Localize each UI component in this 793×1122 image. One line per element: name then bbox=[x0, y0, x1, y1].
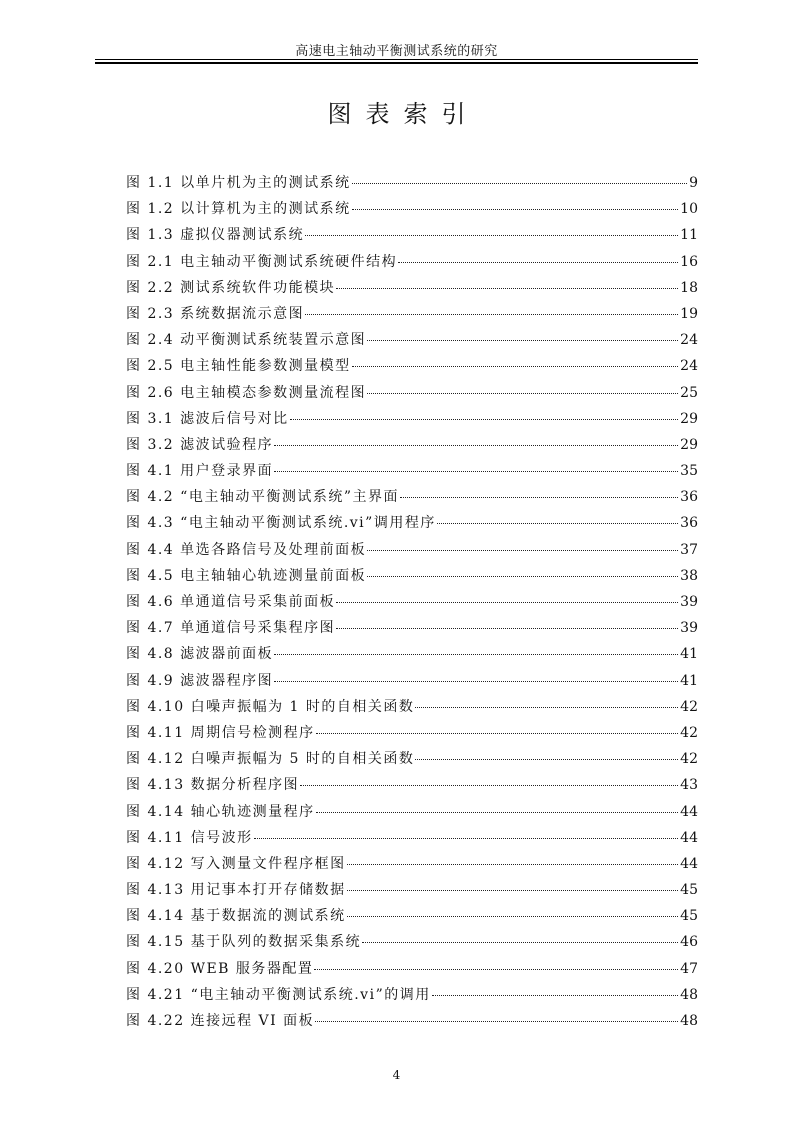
entry-page: 45 bbox=[680, 908, 698, 925]
dot-leader bbox=[362, 942, 678, 943]
entry-label: 图 4.4 单选各路信号及处理前面板 bbox=[126, 541, 367, 558]
entry-page: 44 bbox=[680, 803, 698, 820]
dot-leader bbox=[300, 785, 678, 786]
entry-page: 18 bbox=[680, 279, 698, 296]
dot-leader bbox=[305, 314, 678, 315]
entry-label: 图 4.5 电主轴轴心轨迹测量前面板 bbox=[126, 567, 367, 584]
dot-leader bbox=[367, 550, 678, 551]
toc-entry[interactable] bbox=[126, 170, 698, 196]
dot-leader bbox=[314, 969, 678, 970]
entry-label: 图 4.14 基于数据流的测试系统 bbox=[126, 908, 346, 925]
entry-page: 47 bbox=[680, 960, 698, 977]
entry-label: 图 4.7 单通道信号采集程序图 bbox=[126, 620, 336, 637]
toc-entry[interactable] bbox=[126, 301, 698, 327]
entry-label: 图 4.13 数据分析程序图 bbox=[126, 777, 300, 794]
entry-label: 图 2.6 电主轴模态参数测量流程图 bbox=[126, 384, 367, 401]
dot-leader bbox=[352, 209, 679, 210]
dot-leader bbox=[290, 419, 679, 420]
dot-leader bbox=[336, 288, 678, 289]
dot-leader bbox=[367, 340, 678, 341]
entry-page: 9 bbox=[689, 175, 698, 191]
entry-label: 图 4.11 周期信号检测程序 bbox=[126, 724, 315, 741]
header-rule-thin bbox=[95, 59, 698, 60]
dot-leader bbox=[336, 628, 678, 629]
entry-label: 图 2.2 测试系统软件功能模块 bbox=[126, 279, 336, 296]
entry-page: 24 bbox=[680, 358, 698, 375]
toc-entry[interactable] bbox=[126, 851, 698, 877]
toc-entry[interactable] bbox=[126, 615, 698, 641]
toc-entry[interactable] bbox=[126, 196, 698, 222]
dot-leader bbox=[316, 812, 679, 813]
entry-label: 图 1.3 虚拟仪器测试系统 bbox=[126, 227, 305, 244]
dot-leader bbox=[415, 707, 678, 708]
entry-page: 36 bbox=[680, 515, 698, 532]
entry-page: 10 bbox=[680, 201, 698, 218]
dot-leader bbox=[274, 471, 678, 472]
entry-page: 48 bbox=[680, 986, 698, 1003]
dot-leader bbox=[367, 576, 678, 577]
dot-leader bbox=[347, 916, 679, 917]
dot-leader bbox=[347, 864, 679, 865]
toc-entry[interactable] bbox=[126, 537, 698, 563]
entry-page: 42 bbox=[680, 698, 698, 715]
entry-label: 图 2.1 电主轴动平衡测试系统硬件结构 bbox=[126, 253, 398, 270]
toc-entry[interactable] bbox=[126, 484, 698, 510]
toc-entry[interactable] bbox=[126, 694, 698, 720]
dot-leader bbox=[305, 235, 678, 236]
running-header: 高速电主轴动平衡测试系统的研究 bbox=[295, 44, 498, 59]
entry-label: 图 2.5 电主轴性能参数测量模型 bbox=[126, 358, 351, 375]
entry-label: 图 1.1 以单片机为主的测试系统 bbox=[126, 175, 351, 191]
entry-page: 39 bbox=[680, 620, 698, 637]
entry-label: 图 4.9 滤波器程序图 bbox=[126, 672, 274, 689]
dot-leader bbox=[347, 890, 679, 891]
toc-entry[interactable] bbox=[126, 903, 698, 929]
dot-leader bbox=[400, 497, 678, 498]
entry-page: 45 bbox=[680, 882, 698, 899]
entry-label: 图 3.2 滤波试验程序 bbox=[126, 436, 274, 453]
entry-page: 44 bbox=[680, 855, 698, 872]
toc-entry[interactable] bbox=[126, 380, 698, 406]
toc-entry[interactable] bbox=[126, 641, 698, 667]
toc-entry[interactable] bbox=[126, 720, 698, 746]
toc-entry[interactable] bbox=[126, 772, 698, 798]
dot-leader bbox=[274, 654, 678, 655]
dot-leader bbox=[316, 733, 679, 734]
entry-label: 图 4.6 单通道信号采集前面板 bbox=[126, 594, 336, 610]
entry-label: 图 4.22 连接远程 VI 面板 bbox=[126, 1013, 315, 1029]
header-rule-thick bbox=[95, 62, 698, 64]
dot-leader bbox=[274, 681, 678, 682]
entry-label: 图 4.15 基于队列的数据采集系统 bbox=[126, 934, 362, 951]
toc-list bbox=[126, 170, 698, 1034]
entry-page: 48 bbox=[680, 1013, 698, 1029]
entry-page: 36 bbox=[680, 489, 698, 506]
entry-page: 43 bbox=[680, 777, 698, 794]
toc-entry[interactable] bbox=[126, 222, 698, 248]
toc-entry[interactable] bbox=[126, 353, 698, 379]
entry-label: 图 4.8 滤波器前面板 bbox=[126, 646, 274, 663]
toc-entry[interactable] bbox=[126, 746, 698, 772]
entry-page: 44 bbox=[680, 829, 698, 846]
entry-page: 16 bbox=[680, 253, 698, 270]
dot-leader bbox=[415, 759, 678, 760]
toc-entry[interactable] bbox=[126, 668, 698, 694]
entry-page: 42 bbox=[680, 724, 698, 741]
dot-leader bbox=[398, 262, 678, 263]
toc-entry[interactable] bbox=[126, 563, 698, 589]
toc-entry[interactable] bbox=[126, 877, 698, 903]
entry-label: 图 4.10 白噪声振幅为 1 时的自相关函数 bbox=[126, 698, 415, 715]
entry-label: 图 4.12 写入测量文件程序框图 bbox=[126, 855, 346, 872]
entry-page: 29 bbox=[680, 410, 698, 427]
page-number: 4 bbox=[392, 1068, 401, 1082]
entry-label: 图 4.11 信号波形 bbox=[126, 829, 253, 846]
entry-page: 46 bbox=[680, 934, 698, 951]
entry-page: 41 bbox=[680, 646, 698, 663]
entry-page: 35 bbox=[680, 463, 698, 480]
entry-page: 38 bbox=[680, 567, 698, 584]
entry-page: 24 bbox=[680, 332, 698, 349]
dot-leader bbox=[352, 183, 687, 184]
dot-leader bbox=[437, 523, 678, 524]
toc-entry[interactable] bbox=[126, 956, 698, 982]
toc-entry[interactable] bbox=[126, 249, 698, 275]
entry-label: 图 4.3 “电主轴动平衡测试系统.vi”调用程序 bbox=[126, 515, 436, 532]
toc-entry[interactable] bbox=[126, 327, 698, 353]
entry-page: 39 bbox=[680, 594, 698, 610]
dot-leader bbox=[274, 445, 678, 446]
entry-label: 图 4.1 用户登录界面 bbox=[126, 463, 274, 480]
dot-leader bbox=[367, 393, 678, 394]
entry-page: 25 bbox=[680, 384, 698, 401]
entry-label: 图 4.2 “电主轴动平衡测试系统”主界面 bbox=[126, 489, 399, 506]
toc-entry[interactable] bbox=[126, 1008, 698, 1034]
entry-page: 11 bbox=[680, 227, 698, 244]
toc-entry[interactable] bbox=[126, 406, 698, 432]
entry-page: 41 bbox=[680, 672, 698, 689]
toc-entry[interactable] bbox=[126, 510, 698, 536]
dot-leader bbox=[352, 366, 679, 367]
dot-leader bbox=[432, 995, 678, 996]
dot-leader bbox=[254, 838, 679, 839]
toc-entry[interactable] bbox=[126, 799, 698, 825]
entry-label: 图 3.1 滤波后信号对比 bbox=[126, 410, 289, 427]
entry-page: 19 bbox=[680, 305, 698, 322]
toc-title: 图表索引 bbox=[327, 100, 480, 128]
toc-entry[interactable] bbox=[126, 432, 698, 458]
entry-label: 图 2.3 系统数据流示意图 bbox=[126, 305, 305, 322]
dot-leader bbox=[315, 1021, 678, 1022]
toc-entry[interactable] bbox=[126, 982, 698, 1008]
entry-label: 图 4.12 白噪声振幅为 5 时的自相关函数 bbox=[126, 751, 415, 768]
dot-leader bbox=[336, 602, 678, 603]
toc-entry[interactable] bbox=[126, 929, 698, 955]
entry-label: 图 1.2 以计算机为主的测试系统 bbox=[126, 201, 351, 218]
entry-page: 37 bbox=[680, 541, 698, 558]
entry-label: 图 4.14 轴心轨迹测量程序 bbox=[126, 803, 315, 820]
entry-label: 图 4.20 WEB 服务器配置 bbox=[126, 960, 314, 977]
entry-label: 图 2.4 动平衡测试系统装置示意图 bbox=[126, 332, 367, 349]
entry-page: 29 bbox=[680, 436, 698, 453]
toc-entry[interactable] bbox=[126, 458, 698, 484]
entry-page: 42 bbox=[680, 751, 698, 768]
entry-label: 图 4.13 用记事本打开存储数据 bbox=[126, 882, 346, 899]
toc-entry[interactable] bbox=[126, 825, 698, 851]
entry-label: 图 4.21 “电主轴动平衡测试系统.vi”的调用 bbox=[126, 986, 431, 1003]
toc-entry[interactable] bbox=[126, 275, 698, 301]
toc-entry[interactable] bbox=[126, 589, 698, 615]
